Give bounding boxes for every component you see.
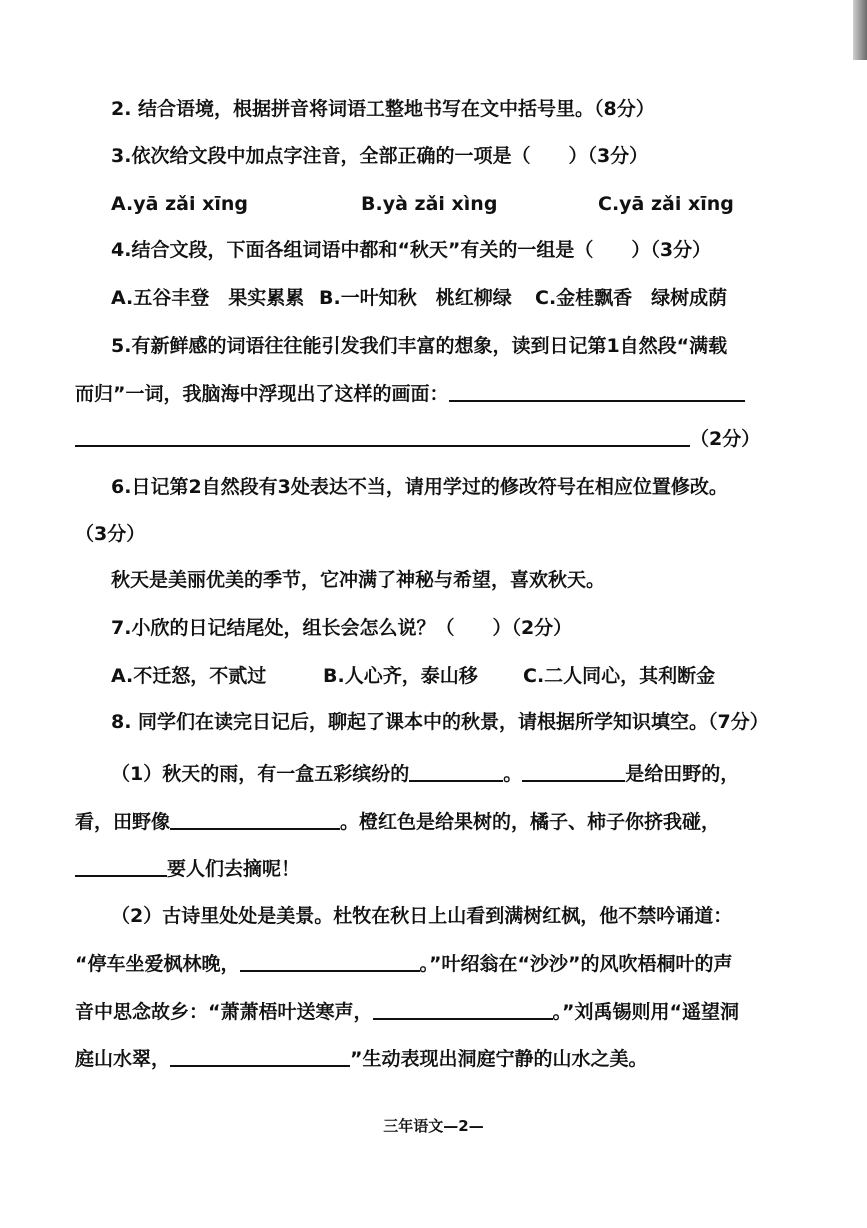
question-8-part2-line4 — [75, 1045, 648, 1073]
option-a: A.五谷丰登 果实累累 — [111, 287, 305, 309]
text-segment: 要人们去摘呢！ — [167, 858, 301, 880]
question-7-stem: 7.小欣的日记结尾处，组长会怎么说？（ ）（2分） — [111, 617, 573, 639]
question-5-line1: 5.有新鲜感的词语往往能引发我们丰富的想象，读到日记第1自然段“满载 — [111, 335, 728, 357]
option-c: C.yā zǎi xīng — [598, 193, 734, 215]
question-6-sentence: 秋天是美丽优美的季节，它冲满了神秘与希望，喜欢秋天。 — [111, 569, 606, 591]
question-8-part2-line3 — [75, 998, 739, 1026]
question-8-part2-line2 — [75, 950, 732, 978]
question-4-stem: 4.结合文段，下面各组词语中都和“秋天”有关的一组是（ ）（3分） — [111, 239, 712, 261]
text-segment: ”生动表现出洞庭宁静的山水之美。 — [350, 1048, 648, 1070]
answer-blank[interactable] — [170, 1045, 350, 1067]
question-5-score: （2分） — [690, 428, 761, 450]
question-8-part1-line2 — [75, 808, 720, 836]
text-segment: 。橙红色是给果树的，橘子、柿子你挤我碰， — [340, 811, 721, 833]
text-segment: 。”叶绍翁在“沙沙”的风吹梧桐叶的声 — [419, 953, 733, 975]
text-segment: 。”刘禹锡则用“遥望洞 — [552, 1001, 739, 1023]
text-segment: 是给田野的， — [625, 763, 740, 785]
question-6-line2: （3分） — [75, 523, 146, 545]
answer-blank[interactable] — [409, 760, 503, 782]
option-b: B.人心齐，泰山移 — [323, 665, 478, 687]
option-b: B.yà zǎi xìng — [361, 193, 498, 215]
question-5-prompt: 而归”一词，我脑海中浮现出了这样的画面： — [75, 383, 449, 405]
text-segment: （1）秋天的雨，有一盒五彩缤纷的 — [111, 763, 410, 785]
option-b: B.一叶知秋 桃红柳绿 — [319, 287, 512, 309]
text-segment: 。 — [503, 763, 523, 785]
answer-blank[interactable] — [373, 998, 553, 1020]
answer-blank[interactable] — [75, 425, 690, 447]
option-a: A.yā zǎi xīng — [111, 193, 248, 215]
answer-blank[interactable] — [170, 808, 340, 830]
answer-blank[interactable] — [240, 950, 420, 972]
question-3-options — [111, 190, 734, 218]
question-4-options — [111, 284, 727, 312]
question-8-part2-line1: （2）古诗里处处是美景。杜牧在秋日上山看到满树红枫，他不禁吟诵道： — [111, 905, 733, 927]
question-5-line2 — [75, 380, 745, 408]
text-segment: 庭山水翠， — [75, 1048, 171, 1070]
answer-blank[interactable] — [75, 855, 167, 877]
question-8-part1-line1 — [111, 760, 739, 788]
question-7-options — [111, 662, 715, 690]
option-c: C.金桂飘香 绿树成荫 — [535, 287, 728, 309]
question-8-part1-line3 — [75, 855, 300, 883]
option-c: C.二人同心，其利断金 — [523, 665, 716, 687]
text-segment: “停车坐爱枫林晚， — [75, 953, 240, 975]
question-2: 2. 结合语境，根据拼音将词语工整地书写在文中括号里。（8分） — [111, 98, 655, 120]
page-footer: 三年语文—2— — [383, 1117, 484, 1135]
question-8-stem: 8. 同学们在读完日记后，聊起了课本中的秋景，请根据所学知识填空。（7分） — [111, 711, 769, 733]
question-6-line1: 6.日记第2自然段有3处表达不当，请用学过的修改符号在相应位置修改。 — [111, 476, 728, 498]
text-segment: 看，田野像 — [75, 811, 171, 833]
question-5-line3 — [75, 425, 760, 453]
answer-blank[interactable] — [449, 380, 745, 402]
scan-edge-shadow — [853, 0, 867, 60]
answer-blank[interactable] — [522, 760, 625, 782]
text-segment: 音中思念故乡：“萧萧梧叶送寒声， — [75, 1001, 373, 1023]
question-3-stem: 3.依次给文段中加点字注音，全部正确的一项是（ ）（3分） — [111, 145, 649, 167]
option-a: A.不迁怒，不贰过 — [111, 665, 267, 687]
